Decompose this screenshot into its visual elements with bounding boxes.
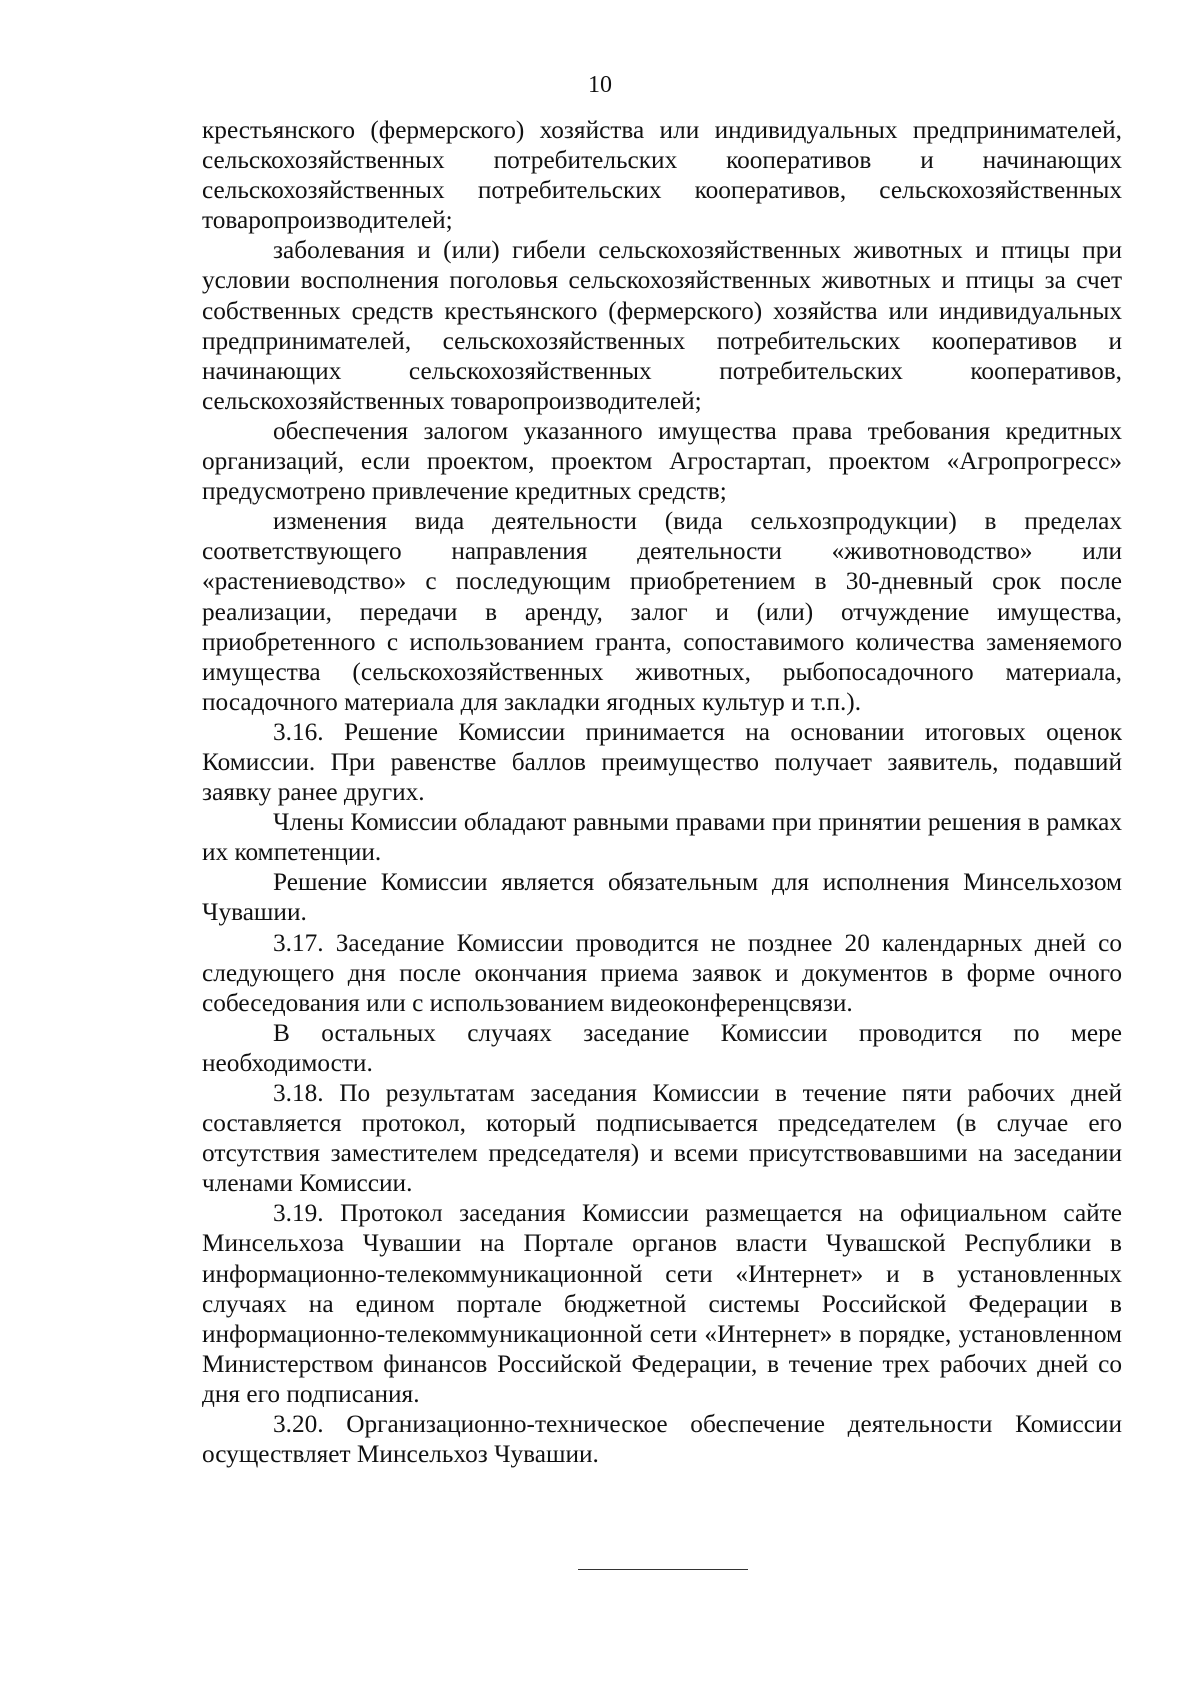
paragraph-other-cases: В остальных случаях заседание Комиссии проводится по мере необходимости. [202,1018,1122,1077]
document-body [202,115,1122,1469]
paragraph-collateral: обеспечения залогом указанного имущества права требования кредитных организаций, если проектом, проектом Агростартап, проектом «Агропрогресс» предусмотрено привлечение кредитных средств; [202,416,1122,506]
paragraph-commission-members: Члены Комиссии обладают равными правами при принятии решения в рамках их компетенции. [202,808,1122,867]
paragraph-3-19: 3.19. Протокол заседания Комиссии размещается на официальном сайте Минсельхоза Чувашии на Портале органов власти Чувашской Республики в информационно-телекоммуникационной сети «Интернет» и в установленных случаях на едином портале бюджетной системы Российской Федерации в информационно-телекоммуникационной сети «Интернет» в порядке, установленном Министерством финансов Российской Федерации, в течение трех рабочих дней со дня его подписания. [202,1199,1122,1408]
paragraph-continuation: крестьянского (фермерского) хозяйства или индивидуальных предпринимателей, сельскохозяйственных потребительских кооперативов и начинающих сельскохозяйственных потребительских кооперативов, сельскохозяйственных товаропроизводителей; [202,116,1122,235]
paragraph-commission-decision: Решение Комиссии является обязательным для исполнения Минсельхозом Чувашии. [202,868,1122,927]
paragraph-activity-change: изменения вида деятельности (вида сельхозпродукции) в пределах соответствующего направления деятельности «животноводство» или «растениеводство» с последующим приобретением в 30-дневный срок после реализации, передачи в аренду, залог и (или) отчуждение имущества, приобретенного с использованием гранта, сопоставимого количества заменяемого имущества (сельскохозяйственных животных, рыбопосадочного материала, посадочного материала для закладки ягодных культур и т.п.). [202,507,1122,716]
paragraph-livestock-disease: заболевания и (или) гибели сельскохозяйственных животных и птицы при условии восполнения поголовья сельскохозяйственных животных и птицы за счет собственных средств крестьянского (фермерского) хозяйства или индивидуальных предпринимателей, сельскохозяйственных потребительских кооперативов и начинающих сельскохозяйственных потребительских кооперативов, сельскохозяйственных товаропроизводителей; [202,236,1122,415]
paragraph-3-20: 3.20. Организационно-техническое обеспечение деятельности Комиссии осуществляет Минсельхоз Чувашии. [202,1410,1122,1469]
paragraph-3-16: 3.16. Решение Комиссии принимается на основании итоговых оценок Комиссии. При равенстве баллов преимущество получает заявитель, подавший заявку ранее других. [202,717,1122,807]
paragraph-3-17: 3.17. Заседание Комиссии проводится не позднее 20 календарных дней со следующего дня после окончания приема заявок и документов в форме очного собеседования или с использованием видеоконференцсвязи. [202,928,1122,1017]
paragraph-3-18: 3.18. По результатам заседания Комиссии в течение пяти рабочих дней составляется протокол, который подписывается председателем (в случае его отсутствия заместителем председателя) и всеми присутствовавшими на заседании членами Комиссии. [202,1079,1122,1198]
end-of-document-rule [578,1569,748,1570]
page-number: 10 [588,72,612,98]
